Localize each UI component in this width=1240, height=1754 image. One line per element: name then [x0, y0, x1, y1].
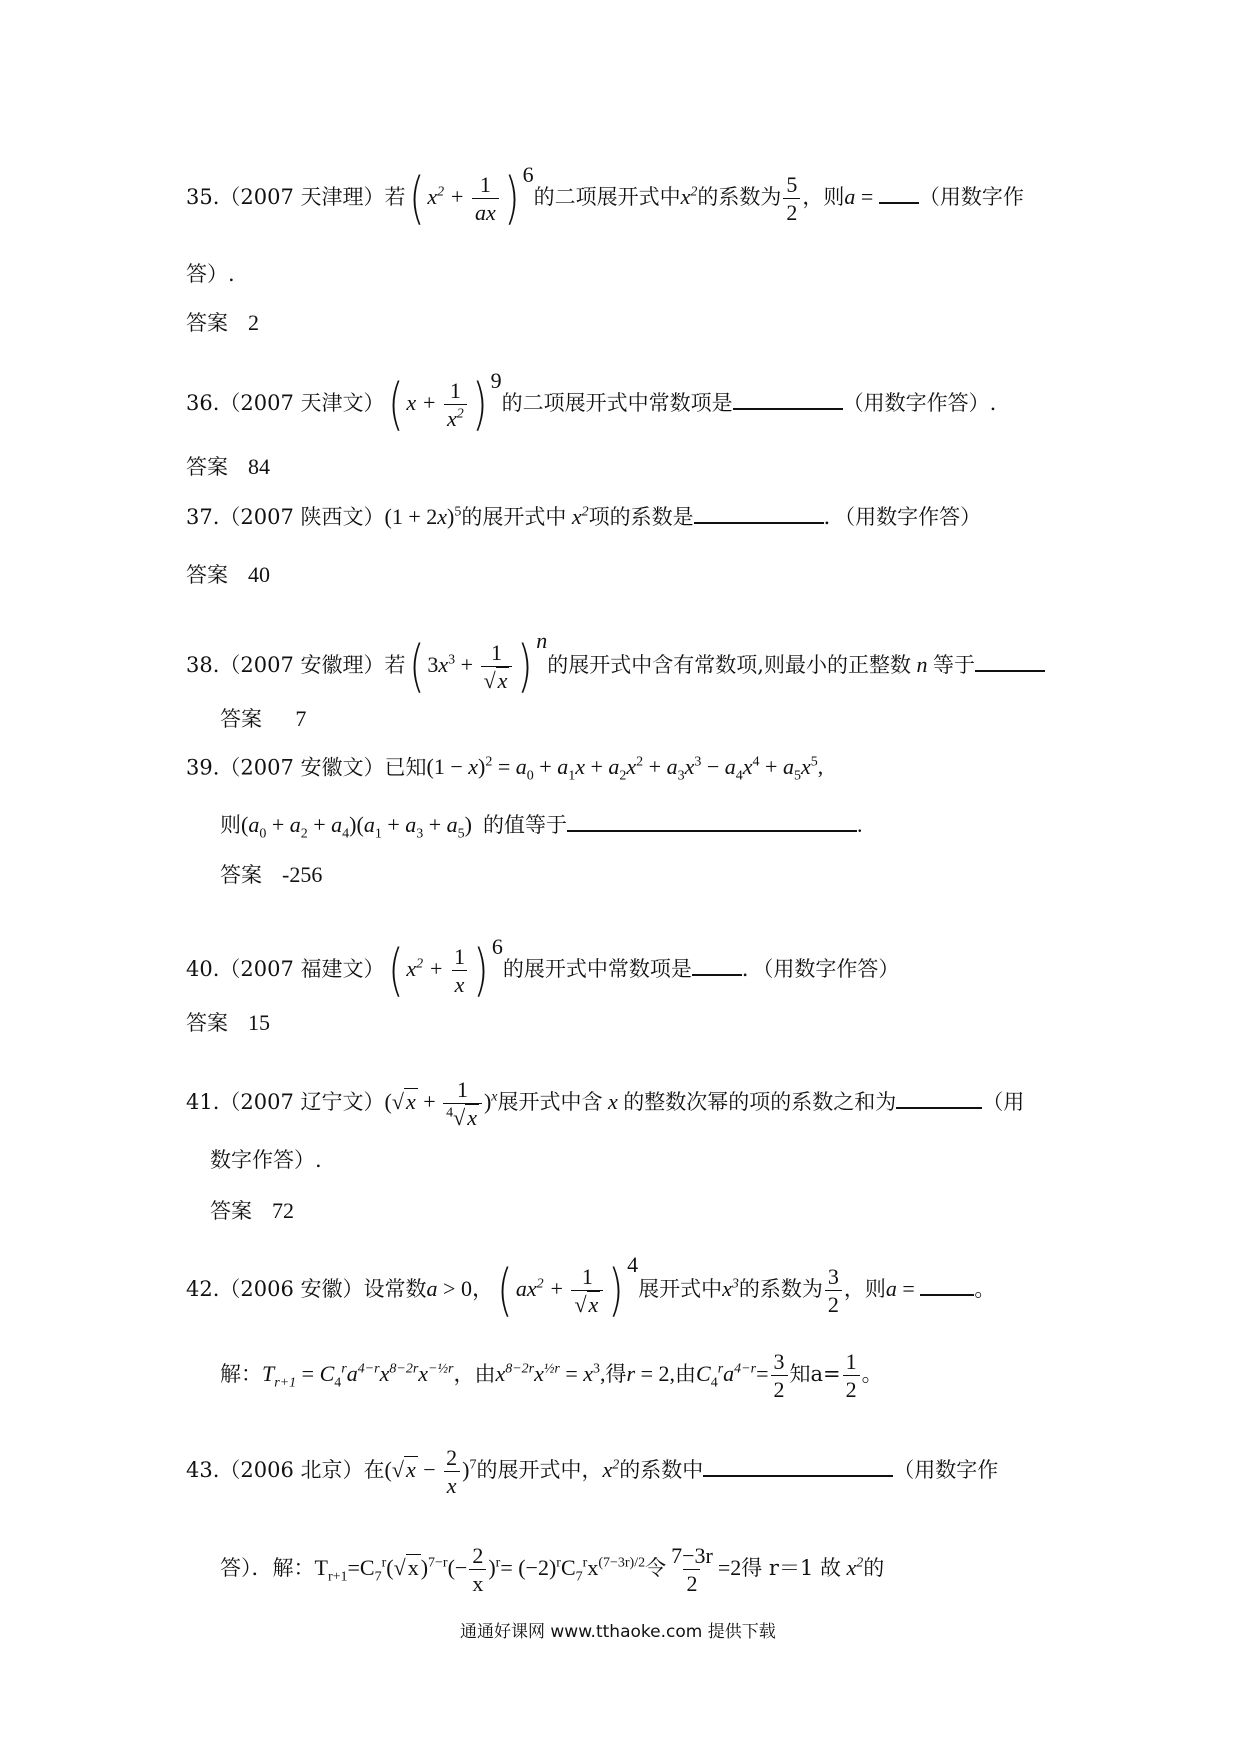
- fraction: $\frac{1}{√x}$: [481, 641, 513, 692]
- fraction: $\frac{3}{2}$: [771, 1350, 788, 1401]
- answer-38: 答案 7: [220, 706, 307, 731]
- answer-37: 答案 40: [186, 562, 271, 587]
- problem-40-line1: 40.（2007 福建文）( $x^2$ + $\frac{1}{x}$ ) $^6$的展开式中常数项是 ．（用数字作答）: [186, 934, 900, 1003]
- answer-35: 答案 2: [186, 310, 260, 335]
- fraction: $\frac{3}{2}$: [825, 1265, 842, 1316]
- fraction: $\frac{7-3r}{2}$: [671, 1543, 713, 1597]
- problem-35-line2: 答）.: [186, 262, 235, 286]
- answer-value: 2: [248, 310, 260, 335]
- fraction: $\frac{5}{2}$: [783, 173, 800, 224]
- answer-blank: [694, 504, 824, 524]
- fraction: $\frac{1}{x}$: [451, 945, 468, 996]
- answer-blank: [733, 390, 843, 410]
- answer-41: 答案 72: [210, 1198, 295, 1223]
- problem-36-line1: 36.（2007 天津文）( x + $\frac{1}{x^2}$ ) $^9$的二项展开式中常数项是 （用数字作答）.: [186, 368, 997, 437]
- answer-blank: [703, 1457, 893, 1477]
- answer-blank: [920, 1276, 974, 1296]
- page-footer: 通通好课网 www.tthaoke.com 提供下载: [460, 1622, 776, 1642]
- problem-39-line2: 则$(a_0 + a_2 + a_4)(a_1 + a_3 + a_5)$ 的值等于 .: [220, 812, 863, 842]
- problem-43-line1: 43.（2006 北京）在(√x − $\frac{2}{x}$ )$^7$的展开式中，$x^2$的系数中 （用数字作: [186, 1445, 999, 1499]
- answer-blank: [896, 1089, 982, 1109]
- problem-41-line1: 41.（2007 辽宁文）(√x + $\frac{1}{^4√x}$ )$^x$展开式中含 x 的整数次幂的项的系数之和为 （用: [186, 1077, 1025, 1131]
- problem-source: （2007 天津理）: [219, 185, 385, 209]
- answer-blank: [567, 812, 857, 832]
- fraction: $\frac{1}{√x}$: [571, 1265, 603, 1316]
- answer-40: 答案 15: [186, 1010, 271, 1035]
- fraction: $\frac{2}{x}$: [469, 1544, 486, 1595]
- problem-38-line1: 38.（2007 安徽理）若( $3x^3$ + $\frac{1}{√x}$ ) $^n$的展开式中含有常数项,则最小的正整数 n 等于: [186, 630, 1045, 695]
- problem-42-line1: 42.（2006 安徽）设常数a > 0，( $ax^2$ + $\frac{1}{√x}$ ) $^4$展开式中$x^3$的系数为 $\frac{3}{2}$ ，则a = 。: [186, 1252, 996, 1323]
- problem-number: 35.: [186, 185, 220, 209]
- problem-39-line1: 39.（2007 安徽文）已知$(1 - x)^2 = a_0 + a_1x + a_2x^2 + a_3x^3 - a_4x^4 + a_5x^5$,: [186, 754, 824, 784]
- solution-43: 答）．解：$T_{r+1}=C_7^r(√x)^{7-r}(-$ $\frac{2}{x}$ )$^r= (-2)^rC_7^rx^{(7-3r)/2}$令 $\frac{7-3r}{2}$ =2得 r＝1 故 $x^2$的: [220, 1543, 885, 1597]
- problem-35-line1: 35.（2007 天津理）若( $x^2$ + $\frac{1}{ax}$ ) $^6$的二项展开式中$x^2$的系数为 $\frac{5}{2}$ ，则a = （用数字作: [186, 162, 1024, 231]
- fraction: $\frac{2}{x}$: [443, 1446, 460, 1497]
- answer-blank: [692, 956, 742, 976]
- answer-36: 答案 84: [186, 454, 271, 479]
- fraction: $\frac{1}{^4√x}$: [443, 1078, 482, 1129]
- answer-blank: [975, 652, 1045, 672]
- fraction: $\frac{1}{2}$: [843, 1350, 860, 1401]
- problem-37-line1: 37.（2007 陕西文）$(1 + 2x)^5$的展开式中 $x^2$项的系数是 ．（用数字作答）: [186, 504, 982, 529]
- fraction: $\frac{1}{ax}$: [472, 173, 499, 224]
- fraction: $\frac{1}{x^2}$: [444, 379, 467, 430]
- answer-blank: [879, 184, 919, 204]
- solution-42: 解：$T_{r+1} = C_4^ra^{4-r}x^{8-2r}x^{-\frac{1}{2}r}$，由$x^{8-2r}x^{\frac{1}{2}r} = x^3$,得r = 2,由$C_4^ra^{4-r}=$ $\frac{3}{2}$ 知a= $\frac{1}{2}$ 。: [220, 1349, 883, 1403]
- answer-39: 答案 -256: [220, 862, 323, 887]
- problem-41-line2: 数字作答）.: [210, 1148, 322, 1172]
